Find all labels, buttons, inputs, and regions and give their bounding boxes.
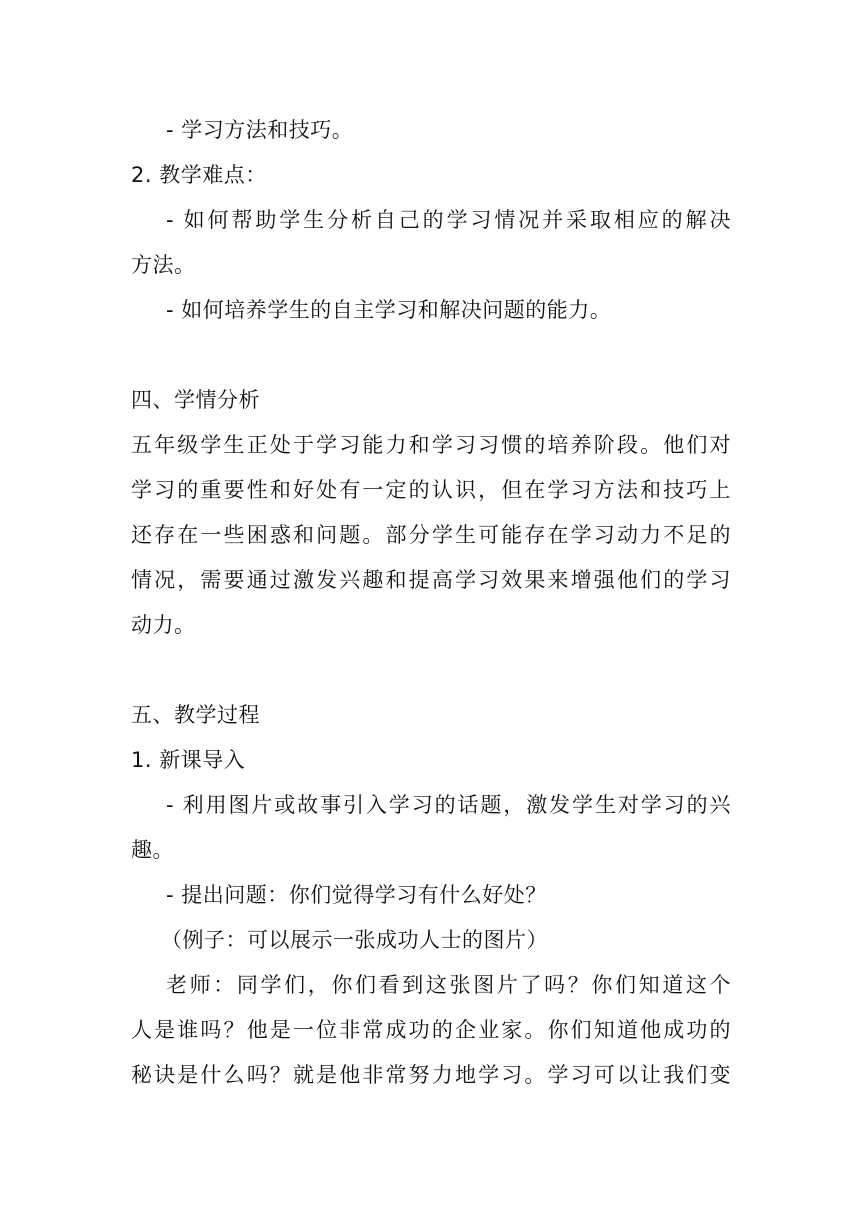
paragraph-line: 学习的重要性和好处有一定的认识，但在学习方法和技巧上 [131, 478, 731, 502]
example-note: （例子：可以展示一张成功人士的图片） [161, 928, 548, 952]
paragraph-line: 情况，需要通过激发兴趣和提高学习效果来增强他们的学习 [131, 568, 731, 592]
bullet-difficulty-2: - 如何培养学生的自主学习和解决问题的能力。 [166, 298, 612, 322]
paragraph-line: 五年级学生正处于学习能力和学习习惯的培养阶段。他们对 [131, 433, 731, 457]
teacher-speech-line: 人是谁吗？他是一位非常成功的企业家。你们知道他成功的 [131, 1018, 731, 1042]
bullet-intro-1-cont: 趣。 [131, 838, 174, 862]
teacher-speech-line: 老师：同学们，你们看到这张图片了吗？你们知道这个 [166, 973, 731, 997]
spacer [131, 333, 731, 378]
bullet-intro-2: - 提出问题：你们觉得学习有什么好处？ [166, 883, 547, 907]
bullet-study-methods: - 学习方法和技巧。 [166, 118, 354, 142]
subheading-new-lesson: 1. 新课导入 [131, 748, 246, 772]
section-heading-4: 四、学情分析 [131, 388, 260, 412]
bullet-intro-1: - 利用图片或故事引入学习的话题，激发学生对学习的兴 [166, 793, 731, 817]
teacher-speech-line: 秘诀是什么吗？就是他非常努力地学习。学习可以让我们变 [131, 1063, 731, 1087]
spacer [131, 648, 731, 693]
section-heading-5: 五、教学过程 [131, 703, 260, 727]
bullet-difficulty-1-cont: 方法。 [131, 253, 196, 277]
bullet-difficulty-1: - 如何帮助学生分析自己的学习情况并采取相应的解决 [166, 208, 731, 232]
paragraph-line: 动力。 [131, 613, 196, 637]
paragraph-line: 还存在一些困惑和问题。部分学生可能存在学习动力不足的 [131, 523, 731, 547]
document-body [131, 108, 731, 1098]
heading-teaching-difficulties: 2. 教学难点： [131, 163, 267, 187]
